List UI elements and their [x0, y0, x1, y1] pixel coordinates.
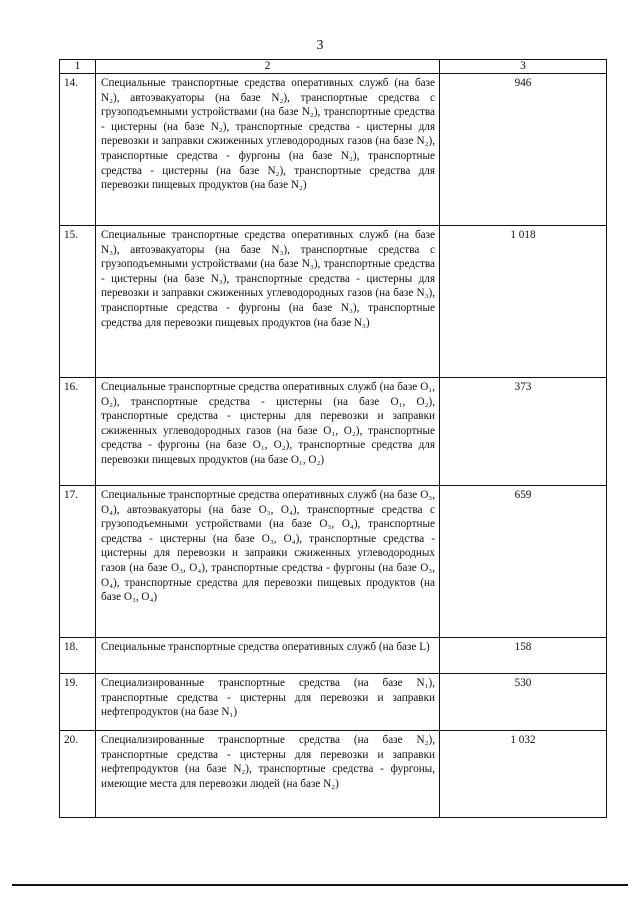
row-number: 14. — [60, 74, 96, 226]
table-header-row — [60, 60, 607, 74]
table-row — [60, 74, 607, 226]
column-header-3: 3 — [440, 60, 607, 74]
row-value: 373 — [440, 378, 607, 486]
row-number: 20. — [60, 731, 96, 818]
column-header-1: 1 — [60, 60, 96, 74]
row-description: Специальные транспортные средства оперативных служб (на базе O₁, O₂), транспортные средства - цистерны (на базе O₁, O₂), транспортные средства - цистерны для перевозки и заправки сжиженных углеводородных газов (на базе O₁, O₂), транспортные средства - фургоны (на базе O₁, O₂), транспортные средства для перевозки пищевых продуктов (на базе O₁, O₂) — [96, 378, 440, 486]
page-number: 3 — [316, 38, 324, 53]
row-description: Специальные транспортные средства оперативных служб (на базе N₃), автоэвакуаторы (на базе N₃), транспортные средства с грузоподъемными устройствами (на базе N₃), транспортные средства - цистерны (на базе N₃), транспортные средства - цистерны для перевозки и заправки сжиженных углеводородных газов (на базе N₃), транспортные средства - фургоны (на базе N₃), транспортные средства для перевозки пищевых продуктов (на базе N₃) — [96, 226, 440, 378]
row-value: 1 032 — [440, 731, 607, 818]
row-number: 17. — [60, 486, 96, 638]
row-value: 158 — [440, 638, 607, 674]
row-number: 18. — [60, 638, 96, 674]
row-value: 1 018 — [440, 226, 607, 378]
row-description: Специализированные транспортные средства (на базе N₁), транспортные средства - цистерны для перевозки и заправки нефтепродуктов (на базе N₁) — [96, 674, 440, 731]
row-number: 19. — [60, 674, 96, 731]
table-row — [60, 226, 607, 378]
table-row — [60, 674, 607, 731]
row-description: Специальные транспортные средства оперативных служб (на базе L) — [96, 638, 440, 674]
table-row — [60, 638, 607, 674]
table-row — [60, 731, 607, 818]
row-value: 946 — [440, 74, 607, 226]
column-header-2: 2 — [96, 60, 440, 74]
table-row — [60, 378, 607, 486]
row-number: 15. — [60, 226, 96, 378]
row-description: Специализированные транспортные средства (на базе N₂), транспортные средства - цистерны для перевозки и заправки нефтепродуктов (на базе N₂), транспортные средства - фургоны, имеющие места для перевозки людей (на базе N₂) — [96, 731, 440, 818]
row-description: Специальные транспортные средства оперативных служб (на базе N₂), автоэвакуаторы (на базе N₂), транспортные средства с грузоподъемными устройствами (на базе N₂), транспортные средства - цистерны (на базе N₂), транспортные средства - цистерны для перевозки и заправки сжиженных углеводородных газов (на базе N₂), транспортные средства - фургоны (на базе N₂), транспортные средства - цистерны (на базе N₂), транспортные средства для перевозки пищевых продуктов (на базе N₂) — [96, 74, 440, 226]
row-value: 659 — [440, 486, 607, 638]
vehicle-category-table — [59, 59, 607, 818]
bottom-divider-line — [12, 884, 628, 886]
row-description: Специальные транспортные средства оперативных служб (на базе O₃, O₄), автоэвакуаторы (на базе O₃, O₄), транспортные средства с грузоподъемными устройствами (на базе O₃, O₄), транспортные средства - цистерны (на базе O₃, O₄), транспортные средства - цистерны для перевозки и заправки сжиженных углеводородных газов (на базе O₃, O₄), транспортные средства - фургоны (на базе O₃, O₄), транспортные средства для перевозки пищевых продуктов (на базе O₃, O₄) — [96, 486, 440, 638]
row-value: 530 — [440, 674, 607, 731]
table-row — [60, 486, 607, 638]
row-number: 16. — [60, 378, 96, 486]
